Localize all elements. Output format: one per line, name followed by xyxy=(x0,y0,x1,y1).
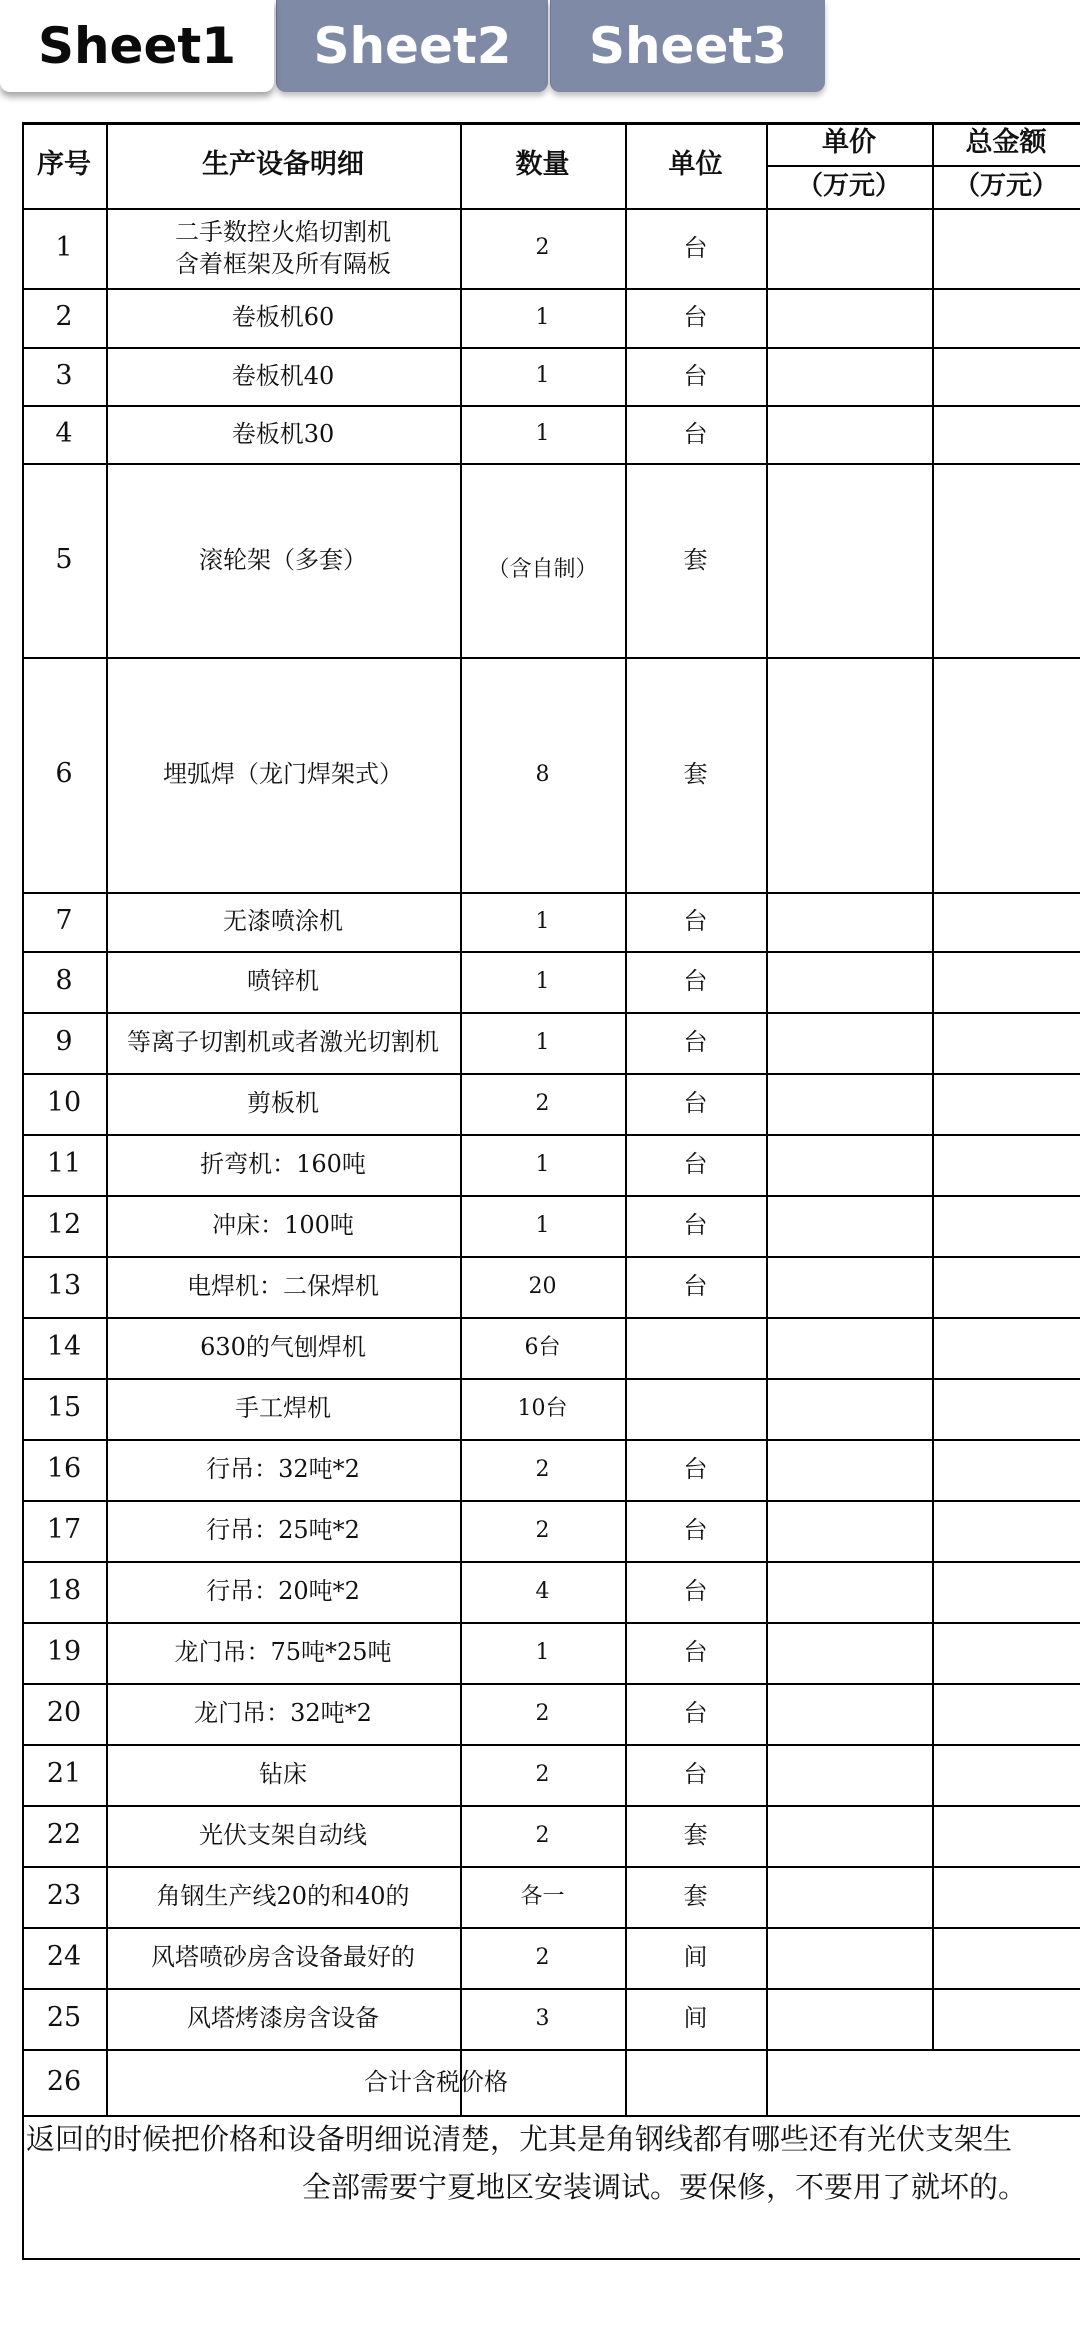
cell-quantity[interactable] xyxy=(460,1073,625,1134)
cell-no[interactable] xyxy=(22,347,106,405)
cell-no[interactable] xyxy=(22,463,106,657)
cell-equipment-name[interactable] xyxy=(106,1195,460,1256)
cell-unit-text: 间 xyxy=(683,2004,708,2033)
cell-equipment-name[interactable] xyxy=(106,1256,460,1317)
cell-unit-price[interactable] xyxy=(766,1683,932,1744)
header-total-unit-text: （万元） xyxy=(953,170,1058,201)
cell-total-amount[interactable] xyxy=(932,1988,1080,2049)
header-unit xyxy=(625,122,766,208)
cell-total-amount[interactable] xyxy=(932,1683,1080,1744)
cell-equipment-name-text: 钻床 xyxy=(259,1760,307,1789)
cell-equipment-name[interactable] xyxy=(106,1622,460,1683)
cell-no-text: 22 xyxy=(46,1819,82,1851)
cell-unit[interactable] xyxy=(625,1378,766,1439)
cell-unit-text: 台 xyxy=(683,1638,708,1667)
cell-unit-price[interactable] xyxy=(766,1988,932,2049)
cell-unit-text: 套 xyxy=(683,1882,708,1911)
cell-unit-price[interactable] xyxy=(766,1195,932,1256)
cell-no[interactable] xyxy=(22,1744,106,1805)
cell-unit[interactable] xyxy=(625,951,766,1012)
cell-unit-text: 台 xyxy=(683,907,708,936)
cell-equipment-name-text: 行吊：32吨*2 xyxy=(206,1455,360,1484)
cell-unit-price[interactable] xyxy=(766,1866,932,1927)
cell-unit-price[interactable] xyxy=(766,1805,932,1866)
cell-unit-text: 台 xyxy=(683,419,708,448)
cell-quantity-text: 3 xyxy=(535,2005,550,2031)
cell-quantity-text: 2 xyxy=(535,1090,550,1116)
cell-unit[interactable] xyxy=(625,288,766,347)
cell-total-amount[interactable] xyxy=(932,1378,1080,1439)
cell-equipment-name[interactable] xyxy=(106,1500,460,1561)
cell-no-text: 14 xyxy=(46,1331,82,1363)
header-unit-price-unit-text: （万元） xyxy=(796,170,901,201)
cell-no-text: 4 xyxy=(55,417,73,449)
cell-unit-price[interactable] xyxy=(766,208,932,288)
cell-equipment-name[interactable] xyxy=(106,208,460,288)
cell-unit[interactable] xyxy=(625,1317,766,1378)
cell-unit[interactable] xyxy=(625,1195,766,1256)
cell-no-text: 21 xyxy=(46,1758,82,1790)
cell-unit-price[interactable] xyxy=(766,1012,932,1073)
cell-equipment-name[interactable] xyxy=(106,1866,460,1927)
cell-no-text: 24 xyxy=(46,1941,82,1973)
cell-no-text: 17 xyxy=(46,1514,82,1546)
cell-unit-price[interactable] xyxy=(766,1561,932,1622)
cell-no-text: 25 xyxy=(46,2002,82,2034)
cell-equipment-name-text: 行吊：20吨*2 xyxy=(206,1577,360,1606)
cell-quantity-text: 2 xyxy=(535,1822,550,1848)
cell-equipment-name-text: 卷板机60 xyxy=(231,303,335,332)
cell-unit[interactable] xyxy=(625,657,766,892)
cell-unit[interactable] xyxy=(625,1073,766,1134)
cell-quantity[interactable] xyxy=(460,208,625,288)
cell-unit[interactable] xyxy=(625,1256,766,1317)
cell-quantity[interactable] xyxy=(460,1195,625,1256)
cell-no-text: 6 xyxy=(55,758,73,790)
cell-no-text: 5 xyxy=(55,543,73,575)
cell-unit-text: 台 xyxy=(683,1150,708,1179)
cell-total-amount[interactable] xyxy=(932,892,1080,951)
cell-quantity[interactable] xyxy=(460,1500,625,1561)
cell-equipment-name[interactable] xyxy=(106,1927,460,1988)
cell-unit-text: 台 xyxy=(683,1211,708,1240)
remarks-line-2: 全部需要宁夏地区安装调试。要保修，不要用了就坏的。 xyxy=(302,2170,1028,2204)
cell-total-amount[interactable] xyxy=(932,1012,1080,1073)
header-unit-price-unit xyxy=(766,165,932,208)
cell-equipment-name[interactable] xyxy=(106,1561,460,1622)
cell-unit-price[interactable] xyxy=(766,1927,932,1988)
cell-quantity-text: 2 xyxy=(535,1456,550,1482)
cell-unit-text: 台 xyxy=(683,1028,708,1057)
header-no xyxy=(22,122,106,208)
cell-equipment-name[interactable] xyxy=(106,951,460,1012)
cell-total-amount[interactable] xyxy=(932,1256,1080,1317)
cell-unit[interactable] xyxy=(625,1500,766,1561)
cell-no[interactable] xyxy=(22,892,106,951)
cell-unit-price[interactable] xyxy=(766,1500,932,1561)
cell-no-text: 23 xyxy=(46,1880,82,1912)
cell-total-amount[interactable] xyxy=(932,1500,1080,1561)
cell-equipment-name[interactable] xyxy=(106,1683,460,1744)
cell-quantity-text: 2 xyxy=(535,1700,550,1726)
cell-quantity[interactable] xyxy=(460,1744,625,1805)
cell-unit[interactable] xyxy=(625,347,766,405)
header-total-unit xyxy=(932,165,1080,208)
cell-unit[interactable] xyxy=(625,1561,766,1622)
cell-unit-text: 套 xyxy=(683,1821,708,1850)
cell-unit[interactable] xyxy=(625,1439,766,1500)
cell-total-amount[interactable] xyxy=(932,1927,1080,1988)
cell-total-amount[interactable] xyxy=(932,1805,1080,1866)
cell-equipment-name[interactable] xyxy=(106,405,460,463)
cell-quantity[interactable] xyxy=(460,1012,625,1073)
cell-unit-text: 台 xyxy=(683,967,708,996)
cell-unit[interactable] xyxy=(625,405,766,463)
cell-equipment-name-text: 喷锌机 xyxy=(247,967,319,996)
cell-equipment-name-text: 风塔喷砂房含设备最好的 xyxy=(151,1943,415,1972)
cell-equipment-name-text: 折弯机：160吨 xyxy=(200,1150,366,1179)
cell-unit-text: 套 xyxy=(683,545,708,574)
cell-quantity-text: 1 xyxy=(535,968,550,994)
cell-equipment-name-text: 风塔烤漆房含设备 xyxy=(187,2004,379,2033)
cell-quantity-text: 2 xyxy=(535,235,550,261)
cell-equipment-name-text: 二手数控火焰切割机 含着框架及所有隔板 xyxy=(175,217,391,278)
cell-no[interactable] xyxy=(22,208,106,288)
cell-quantity-text: 各一 xyxy=(520,1883,565,1909)
header-name xyxy=(106,122,460,208)
cell-total-amount[interactable] xyxy=(932,347,1080,405)
cell-no-text: 18 xyxy=(46,1575,82,1607)
cell-equipment-name-text: 剪板机 xyxy=(247,1089,319,1118)
cell-unit[interactable] xyxy=(625,1927,766,1988)
cell-no[interactable] xyxy=(22,1012,106,1073)
cell-total-amount[interactable] xyxy=(932,288,1080,347)
cell-total-amount[interactable] xyxy=(932,1561,1080,1622)
cell-equipment-name-text: 角钢生产线20的和40的 xyxy=(156,1882,410,1911)
cell-unit-price[interactable] xyxy=(766,288,932,347)
cell-quantity[interactable] xyxy=(460,1317,625,1378)
cell-unit[interactable] xyxy=(625,1134,766,1195)
cell-quantity-text: 4 xyxy=(535,1578,550,1604)
cell-total-amount[interactable] xyxy=(932,1195,1080,1256)
cell-total-amount[interactable] xyxy=(932,1866,1080,1927)
header-unit-price xyxy=(766,122,932,165)
cell-equipment-name-text: 龙门吊：75吨*25吨 xyxy=(174,1638,392,1667)
cell-no-text: 19 xyxy=(46,1636,82,1668)
cell-quantity-text: 2 xyxy=(535,1761,550,1787)
cell-no-text: 1 xyxy=(55,231,73,263)
header-no-text: 序号 xyxy=(37,148,91,180)
cell-quantity[interactable] xyxy=(460,1683,625,1744)
cell-unit-price[interactable] xyxy=(766,1378,932,1439)
cell-unit[interactable] xyxy=(625,1012,766,1073)
cell-quantity-text: 2 xyxy=(535,1944,550,1970)
cell-no-text: 10 xyxy=(46,1087,82,1119)
cell-total-amount[interactable] xyxy=(932,1317,1080,1378)
cell-no-text: 13 xyxy=(46,1270,82,1302)
cell-unit-text: 台 xyxy=(683,1516,708,1545)
cell-equipment-name[interactable] xyxy=(106,1988,460,2049)
cell-no[interactable] xyxy=(22,1500,106,1561)
cell-unit-price[interactable] xyxy=(766,463,932,657)
cell-quantity[interactable] xyxy=(460,1378,625,1439)
total-row-label[interactable] xyxy=(106,2049,766,2115)
cell-equipment-name[interactable] xyxy=(106,1134,460,1195)
cell-unit-price[interactable] xyxy=(766,1134,932,1195)
cell-unit-text: 台 xyxy=(683,1455,708,1484)
cell-no[interactable] xyxy=(22,1073,106,1134)
cell-quantity-text: 1 xyxy=(535,304,550,330)
cell-equipment-name-text: 电焊机：二保焊机 xyxy=(187,1272,379,1301)
cell-unit-price[interactable] xyxy=(766,657,932,892)
cell-equipment-name[interactable] xyxy=(106,347,460,405)
cell-equipment-name-text: 手工焊机 xyxy=(235,1394,331,1423)
cell-equipment-name[interactable] xyxy=(106,1744,460,1805)
total-row-amount[interactable] xyxy=(766,2049,1080,2115)
cell-quantity-text: 2 xyxy=(535,1517,550,1543)
cell-quantity[interactable] xyxy=(460,405,625,463)
cell-quantity-text: 1 xyxy=(535,908,550,934)
cell-quantity[interactable] xyxy=(460,1439,625,1500)
cell-no[interactable] xyxy=(22,288,106,347)
cell-unit-price[interactable] xyxy=(766,1256,932,1317)
cell-equipment-name[interactable] xyxy=(106,1317,460,1378)
total-row-no[interactable] xyxy=(22,2049,106,2115)
cell-no[interactable] xyxy=(22,657,106,892)
cell-no-text: 2 xyxy=(55,301,73,333)
cell-unit-text: 台 xyxy=(683,1577,708,1606)
cell-unit-text: 台 xyxy=(683,233,708,262)
cell-quantity[interactable] xyxy=(460,1561,625,1622)
remarks-line-1: 返回的时候把价格和设备明细说清楚，尤其是角钢线都有哪些还有光伏支架生 xyxy=(26,2122,1013,2156)
cell-unit-price[interactable] xyxy=(766,1744,932,1805)
cell-equipment-name-text: 冲床：100吨 xyxy=(212,1211,354,1240)
cell-no-text: 20 xyxy=(46,1697,82,1729)
cell-equipment-name[interactable] xyxy=(106,892,460,951)
cell-quantity[interactable] xyxy=(460,657,625,892)
cell-unit[interactable] xyxy=(625,1805,766,1866)
cell-no[interactable] xyxy=(22,1988,106,2049)
cell-no-text: 9 xyxy=(55,1026,73,1058)
cell-total-amount[interactable] xyxy=(932,1622,1080,1683)
cell-no-text: 3 xyxy=(55,359,73,391)
cell-unit-price[interactable] xyxy=(766,347,932,405)
cell-total-amount[interactable] xyxy=(932,657,1080,892)
cell-quantity[interactable] xyxy=(460,951,625,1012)
cell-unit-text: 台 xyxy=(683,303,708,332)
cell-no-text: 7 xyxy=(55,905,73,937)
cell-unit[interactable] xyxy=(625,208,766,288)
cell-quantity-text: 1 xyxy=(535,1212,550,1238)
cell-quantity-text: 1 xyxy=(535,421,550,447)
cell-no[interactable] xyxy=(22,1805,106,1866)
cell-total-amount[interactable] xyxy=(932,951,1080,1012)
cell-quantity-text: 10台 xyxy=(517,1395,568,1421)
cell-quantity-text: 1 xyxy=(535,1151,550,1177)
cell-equipment-name-text: 埋弧焊（龙门焊架式） xyxy=(163,760,403,789)
cell-no[interactable] xyxy=(22,951,106,1012)
cell-total-amount[interactable] xyxy=(932,405,1080,463)
cell-no[interactable] xyxy=(22,1134,106,1195)
cell-no[interactable] xyxy=(22,1317,106,1378)
cell-no[interactable] xyxy=(22,1439,106,1500)
cell-unit-text: 台 xyxy=(683,361,708,390)
cell-unit-text: 台 xyxy=(683,1272,708,1301)
cell-quantity-text: 8 xyxy=(535,761,550,787)
cell-unit[interactable] xyxy=(625,463,766,657)
cell-equipment-name-text: 滚轮架（多套） xyxy=(199,545,367,574)
cell-unit-price[interactable] xyxy=(766,1073,932,1134)
cell-unit[interactable] xyxy=(625,1622,766,1683)
cell-unit-text: 台 xyxy=(683,1760,708,1789)
cell-no-text: 8 xyxy=(55,965,73,997)
cell-equipment-name-text: 卷板机30 xyxy=(231,419,335,448)
tab-sheet2[interactable]: Sheet2 xyxy=(276,0,548,92)
cell-no[interactable] xyxy=(22,1683,106,1744)
cell-quantity-text: 6台 xyxy=(524,1334,561,1360)
cell-quantity[interactable] xyxy=(460,1927,625,1988)
cell-unit[interactable] xyxy=(625,1744,766,1805)
cell-unit-price[interactable] xyxy=(766,1622,932,1683)
total-row-no-text: 26 xyxy=(46,2065,82,2097)
cell-quantity[interactable] xyxy=(460,1805,625,1866)
cell-quantity[interactable] xyxy=(460,288,625,347)
cell-quantity[interactable] xyxy=(460,1866,625,1927)
cell-quantity-text: 20 xyxy=(528,1273,557,1299)
cell-quantity[interactable] xyxy=(460,1622,625,1683)
cell-total-amount[interactable] xyxy=(932,1073,1080,1134)
remarks-note xyxy=(26,2115,1080,2265)
cell-no[interactable] xyxy=(22,1927,106,1988)
cell-no[interactable] xyxy=(22,1256,106,1317)
cell-equipment-name-text: 630的气刨焊机 xyxy=(200,1333,366,1362)
cell-equipment-name[interactable] xyxy=(106,1378,460,1439)
cell-quantity-text: 1 xyxy=(535,363,550,389)
cell-no[interactable] xyxy=(22,1622,106,1683)
cell-no-text: 15 xyxy=(46,1392,82,1424)
cell-unit-text: 套 xyxy=(683,760,708,789)
cell-equipment-name-text: 等离子切割机或者激光切割机 xyxy=(127,1028,439,1057)
cell-equipment-name[interactable] xyxy=(106,1012,460,1073)
cell-no-text: 11 xyxy=(46,1148,82,1180)
total-row-label-text: 合计含税价格 xyxy=(364,2067,508,2096)
cell-equipment-name[interactable] xyxy=(106,463,460,657)
cell-no-text: 16 xyxy=(46,1453,82,1485)
cell-unit[interactable] xyxy=(625,1988,766,2049)
cell-unit-text: 台 xyxy=(683,1699,708,1728)
cell-unit-price[interactable] xyxy=(766,1439,932,1500)
cell-no[interactable] xyxy=(22,405,106,463)
tab-sheet1[interactable]: Sheet1 xyxy=(0,0,274,92)
header-unit-price-text: 单价 xyxy=(822,127,876,159)
cell-equipment-name-text: 光伏支架自动线 xyxy=(199,1821,367,1850)
cell-equipment-name[interactable] xyxy=(106,1439,460,1500)
cell-equipment-name[interactable] xyxy=(106,1805,460,1866)
cell-no[interactable] xyxy=(22,1378,106,1439)
tab-sheet3[interactable]: Sheet3 xyxy=(550,0,825,92)
header-qty-text: 数量 xyxy=(515,148,570,180)
cell-unit-price[interactable] xyxy=(766,1317,932,1378)
cell-unit-text: 台 xyxy=(683,1089,708,1118)
cell-quantity-text: 1 xyxy=(535,1639,550,1665)
cell-quantity[interactable] xyxy=(460,1134,625,1195)
cell-unit[interactable] xyxy=(625,892,766,951)
cell-unit-text: 间 xyxy=(683,1943,708,1972)
cell-total-amount[interactable] xyxy=(932,208,1080,288)
cell-unit-price[interactable] xyxy=(766,892,932,951)
header-unit-text: 单位 xyxy=(668,148,723,180)
cell-quantity-text: 1 xyxy=(535,1029,550,1055)
cell-unit-price[interactable] xyxy=(766,405,932,463)
cell-no[interactable] xyxy=(22,1866,106,1927)
cell-unit[interactable] xyxy=(625,1683,766,1744)
cell-equipment-name-text: 行吊：25吨*2 xyxy=(206,1516,360,1545)
cell-quantity[interactable] xyxy=(460,1988,625,2049)
cell-equipment-name-text: 龙门吊：32吨*2 xyxy=(194,1699,372,1728)
header-name-text: 生产设备明细 xyxy=(202,148,364,180)
cell-quantity[interactable] xyxy=(460,347,625,405)
cell-equipment-name-text: 卷板机40 xyxy=(231,361,335,390)
cell-equipment-name[interactable] xyxy=(106,288,460,347)
cell-equipment-name[interactable] xyxy=(106,1073,460,1134)
cell-total-amount[interactable] xyxy=(932,1439,1080,1500)
header-total xyxy=(932,122,1080,165)
cell-no[interactable] xyxy=(22,1561,106,1622)
cell-quantity-text: （含自制） xyxy=(487,557,598,582)
cell-no-text: 12 xyxy=(46,1209,82,1241)
cell-equipment-name[interactable] xyxy=(106,657,460,892)
cell-quantity[interactable] xyxy=(460,1256,625,1317)
cell-equipment-name-text: 无漆喷涂机 xyxy=(223,907,343,936)
cell-quantity[interactable] xyxy=(460,463,625,657)
cell-total-amount[interactable] xyxy=(932,1134,1080,1195)
cell-total-amount[interactable] xyxy=(932,1744,1080,1805)
header-total-text: 总金额 xyxy=(965,127,1047,159)
cell-unit[interactable] xyxy=(625,1866,766,1927)
cell-unit-price[interactable] xyxy=(766,951,932,1012)
cell-total-amount[interactable] xyxy=(932,463,1080,657)
cell-quantity[interactable] xyxy=(460,892,625,951)
header-qty xyxy=(460,122,625,208)
cell-no[interactable] xyxy=(22,1195,106,1256)
